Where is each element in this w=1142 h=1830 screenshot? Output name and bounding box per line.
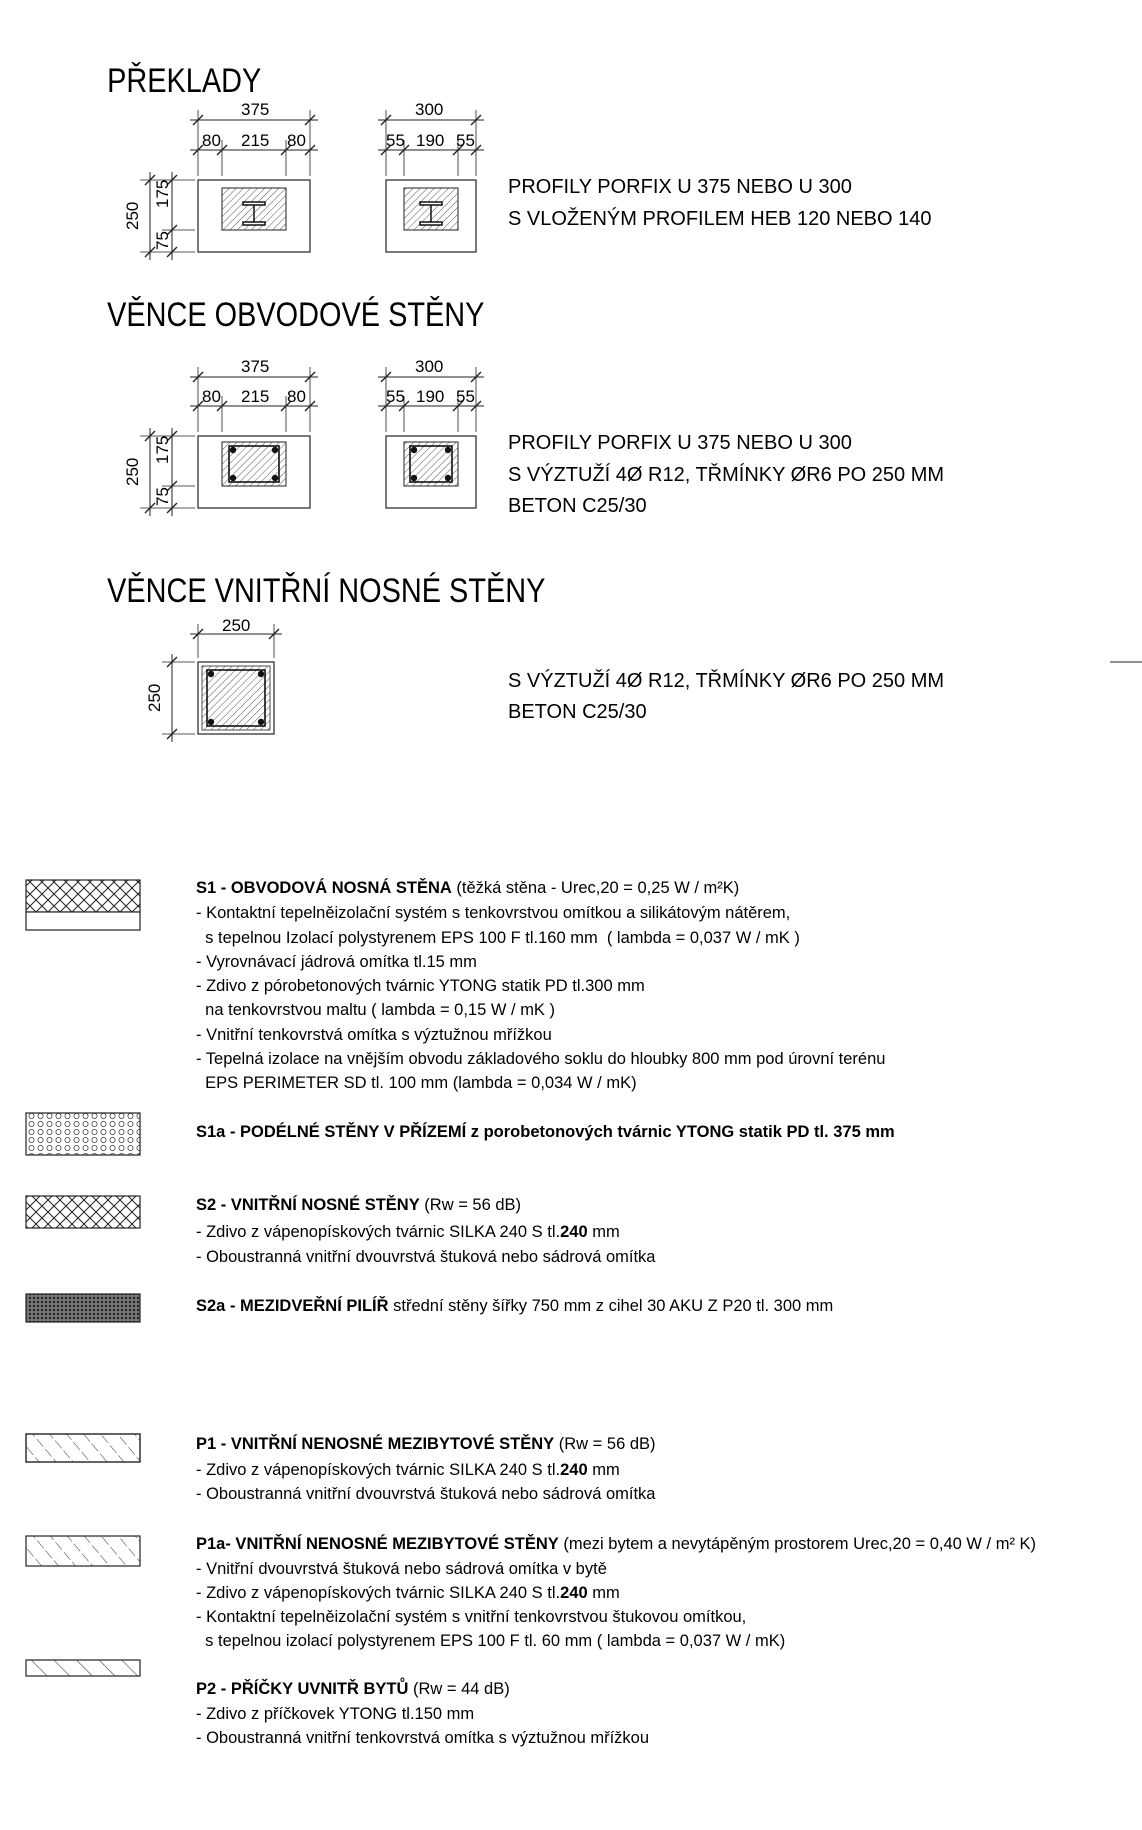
legend-p1-line-2: - Oboustranná vnitřní dvouvrstvá štuková nebo sádrová omítka: [196, 1485, 656, 1503]
dim-250-width: 250: [222, 616, 251, 635]
dim-250-height: 250: [123, 201, 142, 230]
dim-300: 300: [415, 357, 444, 376]
legend-p1a-title: P1a- VNITŘNÍ NENOSNÉ MEZIBYTOVÉ STĚNY (mezi bytem a nevytápěným prostorem Urec,20 = 0,40 W / m² K): [196, 1535, 1037, 1553]
legend-p2-line-1: - Zdivo z příčkovek YTONG tl.150 mm: [196, 1705, 475, 1723]
legend-swatch-s2: [26, 1196, 140, 1228]
preklady-note-1: PROFILY PORFIX U 375 NEBO U 300: [508, 176, 852, 198]
legend-p2-title: P2 - PŘÍČKY UVNITŘ BYTŮ (Rw = 44 dB): [196, 1680, 510, 1698]
section-title-vence-vnitr: VĚNCE VNITŘNÍ NOSNÉ STĚNY: [107, 570, 546, 610]
dim-175: 175: [153, 435, 172, 464]
legend-s1-line-5: na tenkovrstvou maltu ( lambda = 0,15 W / mK ): [196, 1001, 556, 1019]
dim-190: 190: [416, 131, 445, 150]
vence-obvod-note-3: BETON C25/30: [508, 495, 647, 517]
dim-80-right: 80: [287, 387, 306, 406]
legend-swatch-s2a: [26, 1294, 140, 1322]
dim-250-height: 250: [145, 683, 164, 712]
legend-s1-line-4: - Zdivo z pórobetonových tvárnic YTONG statik PD tl.300 mm: [196, 977, 645, 995]
dim-375: 375: [241, 357, 270, 376]
legend-p1a-line-2: - Zdivo z vápenopískových tvárnic SILKA 240 S tl.240 mm: [196, 1584, 620, 1602]
legend-s1-line-6: - Vnitřní tenkovrstvá omítka s výztužnou mřížkou: [196, 1026, 552, 1044]
legend-p1a-line-4: s tepelnou izolací polystyrenem EPS 100 F tl. 60 mm ( lambda = 0,037 W / mK): [196, 1632, 786, 1650]
legend-s2-title: S2 - VNITŘNÍ NOSNÉ STĚNY (Rw = 56 dB): [196, 1196, 522, 1214]
legend-swatch-p1a: [26, 1536, 140, 1566]
dim-80-left: 80: [202, 131, 221, 150]
legend-p1-line-1: - Zdivo z vápenopískových tvárnic SILKA 240 S tl.240 mm: [196, 1461, 620, 1479]
dim-55-left: 55: [386, 131, 405, 150]
dim-55-right: 55: [456, 387, 475, 406]
section-title-vence-obvod: VĚNCE OBVODOVÉ STĚNY: [107, 294, 485, 334]
legend-s1-line-1: - Kontaktní tepelněizolační systém s tenkovrstvou omítkou a silikátovým nátěrem,: [196, 904, 791, 922]
legend-p1a-line-1: - Vnitřní dvouvrstvá štuková nebo sádrová omítka v bytě: [196, 1560, 607, 1578]
dim-190: 190: [416, 387, 445, 406]
legend-swatch-p1: [26, 1434, 140, 1462]
legend-p1-title: P1 - VNITŘNÍ NENOSNÉ MEZIBYTOVÉ STĚNY (Rw = 56 dB): [196, 1435, 656, 1453]
dim-250-height: 250: [123, 457, 142, 486]
legend-s1-line-8: EPS PERIMETER SD tl. 100 mm (lambda = 0,034 W / mK): [196, 1074, 637, 1092]
dim-80-right: 80: [287, 131, 306, 150]
legend-swatch-p2: [26, 1660, 140, 1676]
dim-55-left: 55: [386, 387, 405, 406]
legend-s2-line-1: - Zdivo z vápenopískových tvárnic SILKA 240 S tl.240 mm: [196, 1223, 620, 1241]
section-title-preklady: PŘEKLADY: [107, 60, 262, 100]
legend-s2-line-2: - Oboustranná vnitřní dvouvrstvá štuková nebo sádrová omítka: [196, 1248, 656, 1266]
dim-300: 300: [415, 100, 444, 119]
legend-s2a-title: S2a - MEZIDVEŘNÍ PILÍŘ střední stěny šířky 750 mm z cihel 30 AKU Z P20 tl. 300 mm: [196, 1297, 834, 1315]
preklady-note-2: S VLOŽENÝM PROFILEM HEB 120 NEBO 140: [508, 208, 932, 230]
dim-375: 375: [241, 100, 270, 119]
dim-80-left: 80: [202, 387, 221, 406]
vence-vnitr-note-2: BETON C25/30: [508, 701, 647, 723]
legend-s1a-title: S1a - PODÉLNÉ STĚNY V PŘÍZEMÍ z porobetonových tvárnic YTONG statik PD tl. 375 mm: [196, 1123, 895, 1141]
dim-75: 75: [153, 231, 172, 250]
dim-55-right: 55: [456, 131, 475, 150]
legend-swatch-s1a: [26, 1113, 140, 1155]
vence-obvod-note-1: PROFILY PORFIX U 375 NEBO U 300: [508, 432, 852, 454]
legend-swatch-s1: [26, 880, 140, 930]
dim-215: 215: [241, 131, 270, 150]
legend-p2-line-2: - Oboustranná vnitřní tenkovrstvá omítka s výztužnou mřížkou: [196, 1729, 650, 1747]
legend-p1a-line-3: - Kontaktní tepelněizolační systém s vnitřní tenkovrstvou štukovou omítkou,: [196, 1608, 747, 1626]
legend-s1-line-3: - Vyrovnávací jádrová omítka tl.15 mm: [196, 953, 477, 971]
dim-215: 215: [241, 387, 270, 406]
legend-s1-line-2: s tepelnou Izolací polystyrenem EPS 100 F tl.160 mm ( lambda = 0,037 W / mK ): [196, 929, 800, 947]
dim-75: 75: [153, 487, 172, 506]
legend-s1-title: S1 - OBVODOVÁ NOSNÁ STĚNA (těžká stěna - Urec,20 = 0,25 W / m²K): [196, 879, 740, 897]
vence-obvod-note-2: S VÝZTUŽÍ 4Ø R12, TŘMÍNKY ØR6 PO 250 MM: [508, 464, 945, 486]
vence-vnitr-note-1: S VÝZTUŽÍ 4Ø R12, TŘMÍNKY ØR6 PO 250 MM: [508, 670, 945, 692]
legend-s1-line-7: - Tepelná izolace na vnějším obvodu základového soklu do hloubky 800 mm pod úrovní terénu: [196, 1050, 886, 1068]
dim-175: 175: [153, 179, 172, 208]
ring-beam-250-detail: [162, 624, 282, 742]
